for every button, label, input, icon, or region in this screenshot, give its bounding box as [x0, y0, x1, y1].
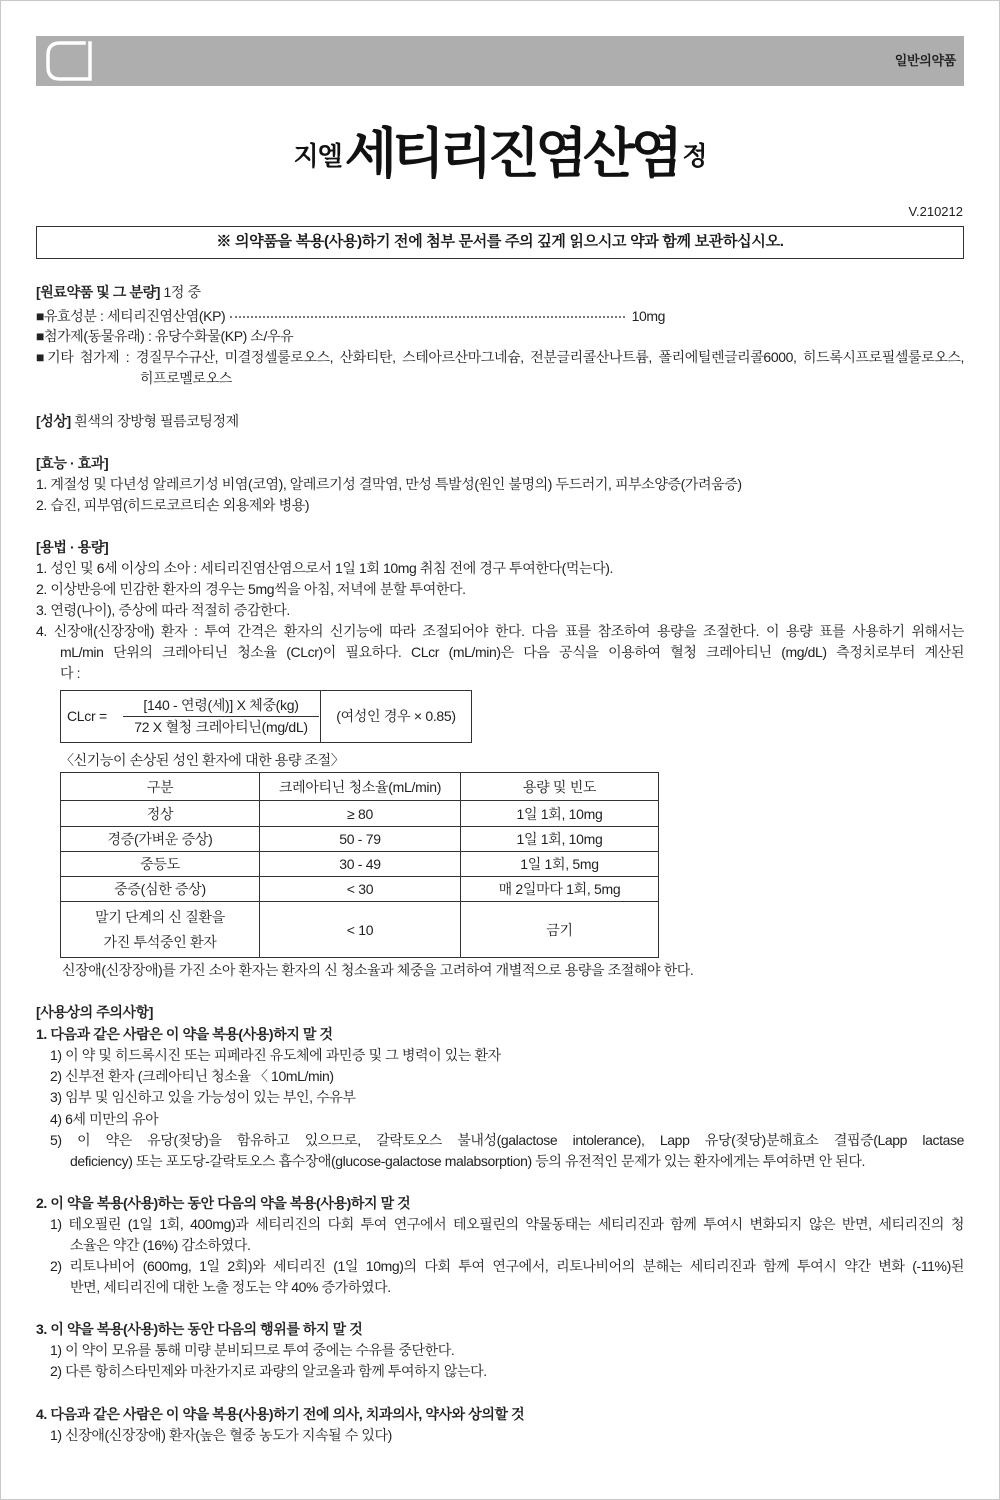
formula-female-note: (여성인 경우 × 0.85) — [320, 691, 471, 742]
precaution-item: 2) 신부전 환자 (크레아티닌 청소율 〈 10mL/min) — [50, 1068, 334, 1084]
active-ingredient-amount: 10mg — [631, 308, 665, 324]
table-cell: 중증(심한 증상) — [61, 877, 260, 902]
precaution-item-continued: deficiency) 또는 포도당-갈락토오스 흡수장애(glucose-galactose malabsorption) 등의 유전적인 문제가 있는 환자에게는 투여하면 안 된다. — [70, 1153, 866, 1169]
table-cell: < 30 — [260, 877, 461, 902]
table-cell: 1일 1회, 5mg — [461, 852, 659, 877]
brand-logo-icon — [40, 39, 102, 83]
renal-dose-table — [60, 772, 659, 958]
dotted-leader — [230, 316, 624, 318]
precautions-heading: [사용상의 주의사항] — [36, 1004, 154, 1020]
indication-item: 1. 계절성 및 다년성 알레르기성 비염(코염), 알레르기성 결막염, 만성 특발성(원인 불명의) 두드러기, 피부소양증(가려움증) — [36, 476, 742, 492]
precaution-item: 1) 테오필린 (1일 1회, 400mg)과 세티리진의 다회 투여 연구에서 테오필린의 약물동태는 세티리진과 함께 투여시 변화되지 않은 반면, 세티리진의 청 — [50, 1216, 964, 1232]
table-cell: 중등도 — [61, 852, 260, 877]
active-ingredient-label: ■유효성분 : 세티리진염산염(KP) — [36, 308, 226, 324]
precaution-item: 1) 이 약이 모유를 통해 미량 분비되므로 투여 중에는 수유를 중단한다. — [50, 1342, 455, 1358]
version-label: V.210212 — [908, 204, 963, 219]
precaution-item-continued: 반면, 세티리진에 대한 노출 정도는 약 40% 증가하였다. — [70, 1279, 391, 1295]
dosage-heading: [용법 · 용량] — [36, 539, 109, 555]
table-caption: 〈신기능이 손상된 성인 환자에 대한 용량 조절〉 — [60, 752, 345, 768]
table-row — [61, 902, 659, 958]
indication-item: 2. 습진, 피부염(히드로코르티손 외용제와 병용) — [36, 497, 310, 513]
table-header-cell: 용량 및 빈도 — [461, 773, 659, 801]
dosage-renal-line: 4. 신장애(신장장애) 환자 : 투여 간격은 환자의 신기능에 따라 조절되어야 한다. 다음 표를 참조하여 용량을 조절한다. 이 용량 표를 사용하기 위해서는 — [36, 623, 964, 639]
table-cell: < 10 — [260, 902, 461, 958]
appearance-heading: [성상] — [36, 413, 71, 429]
appearance-line — [36, 411, 964, 431]
precaution-item: 4) 6세 미만의 유아 — [50, 1111, 159, 1127]
animal-additive-line: ■첨가제(동물유래) : 유당수화물(KP) 소/우유 — [36, 328, 294, 344]
table-cell: ≥ 80 — [260, 801, 461, 827]
title-suffix: 정 — [682, 141, 707, 171]
precaution-section-title: 2. 이 약을 복용(사용)하는 동안 다음의 약을 복용(사용)하지 말 것 — [36, 1195, 411, 1211]
precaution-section-title: 4. 다음과 같은 사람은 이 약을 복용(사용)하기 전에 의사, 치과의사, 약사와 상의할 것 — [36, 1406, 525, 1422]
precaution-item: 3) 임부 및 임신하고 있을 가능성이 있는 부인, 수유부 — [50, 1089, 356, 1105]
active-ingredient-line — [36, 306, 665, 326]
table-row — [61, 801, 659, 827]
dosage-item: 2. 이상반응에 민감한 환자의 경우는 5mg씩을 아침, 저녁에 분할 투여한다. — [36, 581, 466, 597]
table-header-cell: 크레아티닌 청소율(mL/min) — [260, 773, 461, 801]
product-category: 일반의약품 — [894, 53, 956, 68]
composition-per-unit: 1정 중 — [163, 284, 201, 300]
composition-heading: [원료약품 및 그 분량] — [36, 284, 160, 300]
table-cell: 경증(가벼운 증상) — [61, 827, 260, 852]
pediatric-note: 신장애(신장장애)를 가진 소아 환자는 환자의 신 청소율과 체중을 고려하여 개별적으로 용량을 조절해야 한다. — [62, 962, 694, 978]
table-row — [61, 827, 659, 852]
precaution-item: 2) 다른 항히스타민제와 마찬가지로 과량의 알코올과 함께 투여하지 않는다. — [50, 1363, 487, 1379]
dosage-item: 3. 연령(나이), 증상에 따라 적절히 증감한다. — [36, 602, 290, 618]
table-header-row — [61, 773, 659, 801]
indications-heading: [효능 · 효과] — [36, 455, 109, 471]
other-additives-line: 히프로멜로오스 — [140, 370, 232, 386]
table-cell: 정상 — [61, 801, 260, 827]
precaution-section-title: 1. 다음과 같은 사람은 이 약을 복용(사용)하지 말 것 — [36, 1026, 333, 1042]
table-cell: 30 - 49 — [260, 852, 461, 877]
dosage-renal-line: mL/min 단위의 크레아티닌 청소율 (CLcr)이 필요하다. CLcr (mL/min)은 다음 공식을 이용하여 혈청 크레아티닌 (mg/dL) 측정치로부터 계산된 — [60, 644, 964, 660]
clcr-formula-box — [60, 690, 472, 743]
table-cell: 금기 — [461, 902, 659, 958]
title-prefix: 지엘 — [293, 141, 342, 171]
table-row — [61, 852, 659, 877]
table-cell — [61, 902, 260, 958]
table-cell-line: 말기 단계의 신 질환을 — [95, 908, 225, 925]
table-cell: 50 - 79 — [260, 827, 461, 852]
header-bar — [36, 36, 964, 86]
precaution-item: 5) 이 약은 유당(젖당)을 함유하고 있으므로, 갈락토오스 불내성(galactose intolerance), Lapp 유당(젖당)분해효소 결핍증(Lapp lactase — [50, 1132, 964, 1148]
dosage-renal-line: 다 : — [60, 665, 81, 681]
product-title — [0, 118, 1000, 190]
formula-lhs: CLcr = — [67, 708, 107, 724]
composition-heading-line — [36, 282, 964, 302]
appearance-text: 흰색의 장방형 필름코팅정제 — [74, 413, 239, 429]
precaution-item: 2) 리토나비어 (600mg, 1일 2회)와 세티리진 (1일 10mg)의 다회 투여 연구에서, 리토나비어의 분해는 세티리진과 함께 투여시 약간 변화 (-11%)된 — [50, 1258, 964, 1274]
precaution-item-continued: 소율은 약간 (16%) 감소하였다. — [70, 1237, 251, 1253]
precaution-item: 1) 신장애(신장장애) 환자(높은 혈중 농도가 지속될 수 있다) — [50, 1427, 392, 1443]
table-header-cell: 구분 — [61, 773, 260, 801]
dosage-item: 1. 성인 및 6세 이상의 소아 : 세티리진염산염으로서 1일 1회 10mg 취침 전에 경구 투여한다(먹는다). — [36, 560, 614, 576]
formula-denominator: 72 X 혈청 크레아티닌(mg/dL) — [134, 719, 308, 735]
formula-numerator: [140 - 연령(세)] X 체중(kg) — [123, 695, 319, 717]
formula-fraction — [123, 695, 319, 738]
table-cell-line: 가진 투석중인 환자 — [103, 933, 217, 950]
title-main: 세티리진염산염 — [344, 124, 679, 184]
table-cell: 1일 1회, 10mg — [461, 801, 659, 827]
other-additives-line: ■기타 첨가제 : 경질무수규산, 미결정셀룰로오스, 산화티탄, 스테아르산마그네슘, 전분글리콜산나트륨, 폴리에틸렌글리콜6000, 히드록시프로필셀룰로오스, — [36, 349, 964, 365]
precaution-item: 1) 이 약 및 히드록시진 또는 피페라진 유도체에 과민증 및 그 병력이 있는 환자 — [50, 1047, 501, 1063]
notice-box: ※ 의약품을 복용(사용)하기 전에 첨부 문서를 주의 깊게 읽으시고 약과 함께 보관하십시오. — [36, 226, 964, 259]
table-cell: 매 2일마다 1회, 5mg — [461, 877, 659, 902]
table-cell: 1일 1회, 10mg — [461, 827, 659, 852]
table-row — [61, 877, 659, 902]
precaution-section-title: 3. 이 약을 복용(사용)하는 동안 다음의 행위를 하지 말 것 — [36, 1321, 363, 1337]
